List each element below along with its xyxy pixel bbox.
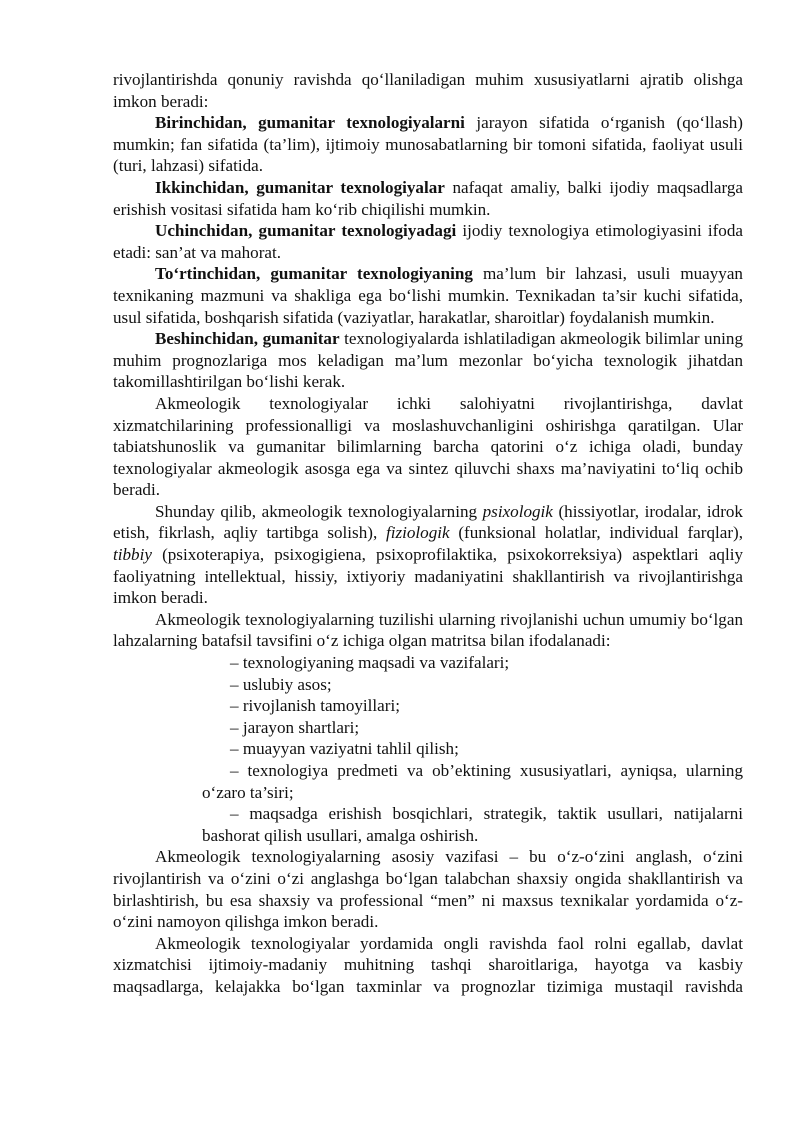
- paragraph-lead: Birinchidan, gumanitar texnologiyalarni: [155, 113, 465, 133]
- matrix-list: [113, 652, 743, 846]
- paragraph-lead: Uchinchidan, gumanitar texnologiyadagi: [155, 221, 457, 241]
- paragraph-text: (funksional holatlar, individual farqlar),: [449, 523, 743, 543]
- paragraph-lead: Ikkinchidan, gumanitar texnologiyalar: [155, 177, 445, 197]
- paragraph-main-function: Akmeologik texnologiyalarning asosiy vazifasi – bu o‘z-o‘zini anglash, o‘zini rivojlantirish va o‘zini o‘zi anglashga bo‘lgan talabchan shaxsiy ongida shakllantirish va birlashtirish, bu esa shaxsiy va professional “men” ni maxsus texnikalar yordamida o‘z-o‘zini namoyon qilishga imkon beradi.: [113, 847, 743, 932]
- paragraph-text: ma’lum bir lahzasi, usuli muayyan texnikaning mazmuni va shakliga ega bo‘lishi mumkin. Texnikadan ta’sir kuchi sifatida, usul sifatida, boshqarish sifatida (vaziyatlar, harakatlar, sharoitlar) foydalanish mumkin.: [113, 264, 743, 327]
- list-item: – texnologiya predmeti va ob’ektining xususiyatlari, ayniqsa, ularning o‘zaro ta’siri;: [202, 761, 743, 802]
- paragraph-aspects: [113, 501, 743, 609]
- list-item: – uslubiy asos;: [230, 674, 332, 694]
- list-item: – maqsadga erishish bosqichlari, strategik, taktik usullari, natijalarni bashorat qilish usullari, amalga oshirish.: [202, 804, 743, 845]
- paragraph-fourth: [113, 263, 743, 328]
- paragraph-active-role: Akmeologik texnologiyalar yordamida ongli ravishda faol rolni egallab, davlat xizmatchisi ijtimoiy-madaniy muhitning tashqi sharoitlariga, hayotga va kasbiy maqsadlarga, kelajakka bo‘lgan taxminlar va prognozlar tizimiga mustaqil ravishda: [113, 933, 743, 996]
- paragraph-text: (hissiyotlar, irodalar, idrok etish, fikrlash, aqliy tartibga solish),: [113, 501, 743, 543]
- paragraph-lead: To‘rtinchidan, gumanitar texnologiyaning: [155, 264, 473, 284]
- paragraph-text: (psixoterapiya, psixogigiena, psixoprofilaktika, psixokorreksiya) aspektlari aqliy faoliyatning intellektual, hissiy, ixtiyoriy madaniyatini shakllantirish va rivojlantirishga imkon beradi.: [113, 545, 743, 608]
- paragraph-text: jarayon sifatida o‘rganish (qo‘llash) mumkin; fan sifatida (ta’lim), ijtimoiy munosabatlarning bir tomoni sifatida, faoliyat usuli (turi, lahzasi) sifatida.: [113, 113, 743, 176]
- paragraph-third: [113, 220, 743, 263]
- list-item: – muayyan vaziyatni tahlil qilish;: [230, 739, 459, 759]
- paragraph-text: Shunday qilib, akmeologik texnologiyalarning: [155, 501, 483, 521]
- paragraph-second: [113, 177, 743, 220]
- paragraph-structure: Akmeologik texnologiyalarning tuzilishi ularning rivojlanishi uchun umumiy bo‘lgan lahzalarning batafsil tavsifini o‘z ichiga olgan matritsa bilan ifodalanadi:: [113, 609, 743, 651]
- paragraph-fifth: [113, 328, 743, 393]
- italic-term: psixologik: [482, 501, 553, 521]
- paragraph-akmeologik-technologies: Akmeologik texnologiyalar ichki salohiyatni rivojlantirishga, davlat xizmatchilarining professionalligi va moslashuvchanligini oshirishga qaratilgan. Ular tabiatshunoslik va gumanitar bilimlarning barcha qatorini o‘z ichiga oladi, bunday texnologiyalar akmeologik asosga ega va sintez qiluvchi shaxs ma’naviyatini to‘liq ochib beradi.: [113, 393, 743, 500]
- italic-term: fiziologik: [385, 523, 450, 543]
- paragraph-lead: Beshinchidan, gumanitar: [155, 329, 340, 349]
- paragraph-text: nafaqat amaliy, balki ijodiy maqsadlarga erishish vositasi sifatida ham ko‘rib chiqilishi mumkin.: [113, 177, 743, 219]
- paragraph-text: texnologiyalarda ishlatiladigan akmeologik bilimlar uning muhim prognozlariga mos keladigan ma’lum mezonlar bo‘yicha texnologik jihatdan takomillashtirilgan bo‘lishi kerak.: [113, 329, 743, 392]
- paragraph-first: [113, 112, 743, 177]
- list-item: – rivojlanish tamoyillari;: [230, 696, 400, 716]
- paragraph-intro: rivojlantirishda qonuniy ravishda qo‘llaniladigan muhim xususiyatlarni ajratib olishga imkon beradi:: [113, 70, 743, 111]
- paragraph-text: ijodiy texnologiya etimologiyasini ifoda etadi: san’at va mahorat.: [113, 221, 743, 262]
- list-item: – texnologiyaning maqsadi va vazifalari;: [230, 653, 510, 673]
- list-item: – jarayon shartlari;: [230, 717, 360, 737]
- italic-term: tibbiy: [113, 545, 152, 565]
